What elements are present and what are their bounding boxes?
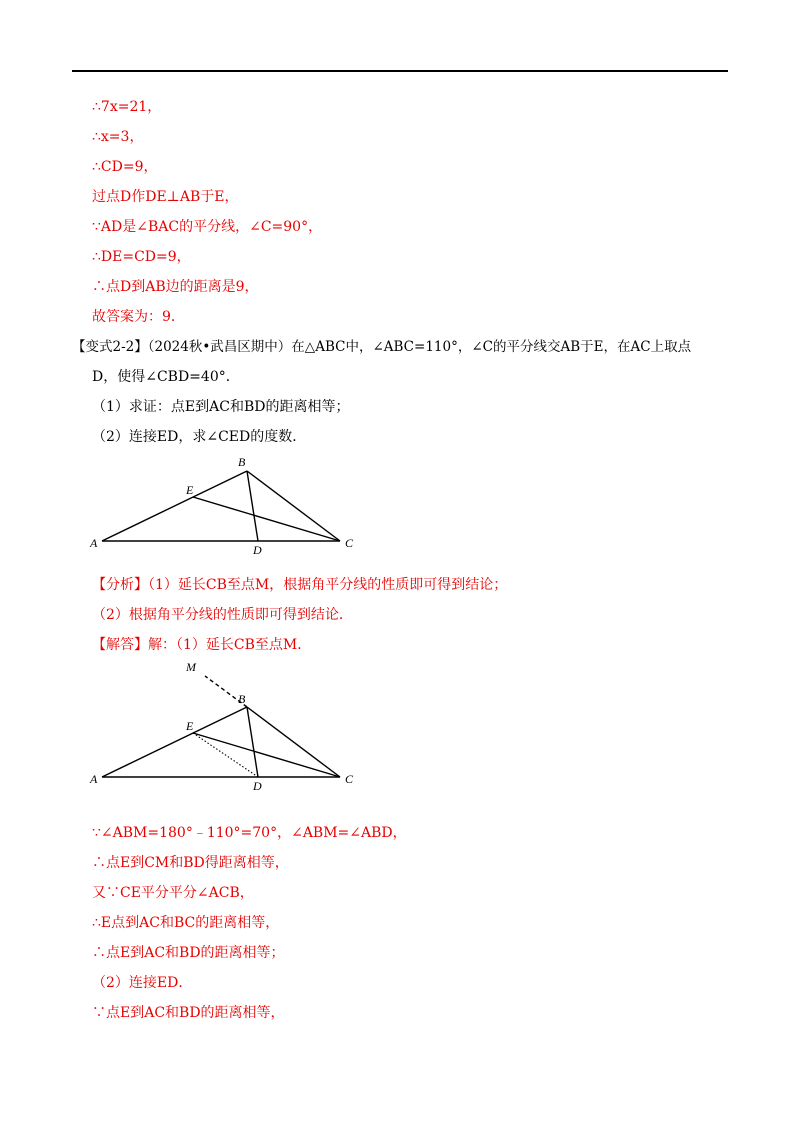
solution-line: ∴CD=9， xyxy=(92,159,158,175)
segment-BC xyxy=(247,707,340,777)
segment-BD xyxy=(247,707,258,777)
solution-line: ∴点D到AB边的距离是9， xyxy=(92,279,259,295)
solution-line: ∴DE=CD=9， xyxy=(92,249,191,265)
answer-line: ∴点E到AC和BD的距离相等； xyxy=(92,945,285,961)
analysis-line: 【分析】（1）延长CB至点M，根据角平分线的性质即可得到结论； xyxy=(92,577,508,593)
segment-EC xyxy=(193,733,340,777)
label-M: M xyxy=(186,660,196,674)
solution-line: ∴7x=21， xyxy=(92,99,162,115)
label-A: A xyxy=(90,536,98,550)
answer-line: ∴点E到CM和BD得距离相等， xyxy=(92,855,289,871)
answer-header: 【解答】解：（1）延长CB至点M． xyxy=(92,637,312,653)
problem-title-line: 【变式2-2】（2024秋•武昌区期中）在△ABC中，∠ABC=110°，∠C的平分线交AB于E，在AC上取点 xyxy=(72,339,692,355)
label-A: A xyxy=(90,772,98,786)
question-2: （2）连接ED，求∠CED的度数． xyxy=(92,429,307,445)
answer-line: ∴E点到AC和BC的距离相等， xyxy=(92,915,280,931)
label-E: E xyxy=(186,483,194,497)
label-E: E xyxy=(186,719,194,733)
solution-line: 故答案为：9． xyxy=(92,309,185,325)
label-C: C xyxy=(345,772,354,786)
label-D: D xyxy=(253,543,262,557)
solution-line: 过点D作DE⊥AB于E， xyxy=(92,189,239,205)
answer-line: ∵点E到AC和BD的距离相等， xyxy=(92,1005,285,1021)
analysis-line: （2）根据角平分线的性质即可得到结论． xyxy=(92,607,353,623)
label-B: B xyxy=(238,692,246,706)
label-B: B xyxy=(238,455,246,469)
problem-line: D，使得∠CBD=40°． xyxy=(92,369,240,385)
label-C: C xyxy=(345,536,354,550)
question-1: （1）求证：点E到AC和BD的距离相等； xyxy=(92,399,350,415)
answer-line: （2）连接ED． xyxy=(92,975,193,991)
answer-line: ∵∠ABM=180°﹣110°=70°，∠ABM=∠ABD， xyxy=(92,825,407,841)
solution-line: ∵AD是∠BAC的平分线，∠C=90°， xyxy=(92,219,323,235)
solution-line: ∴x=3， xyxy=(92,129,144,145)
dotted-segment-ED xyxy=(193,733,258,777)
answer-line: 又∵CE平分平分∠ACB， xyxy=(92,885,254,901)
label-D: D xyxy=(253,779,262,793)
